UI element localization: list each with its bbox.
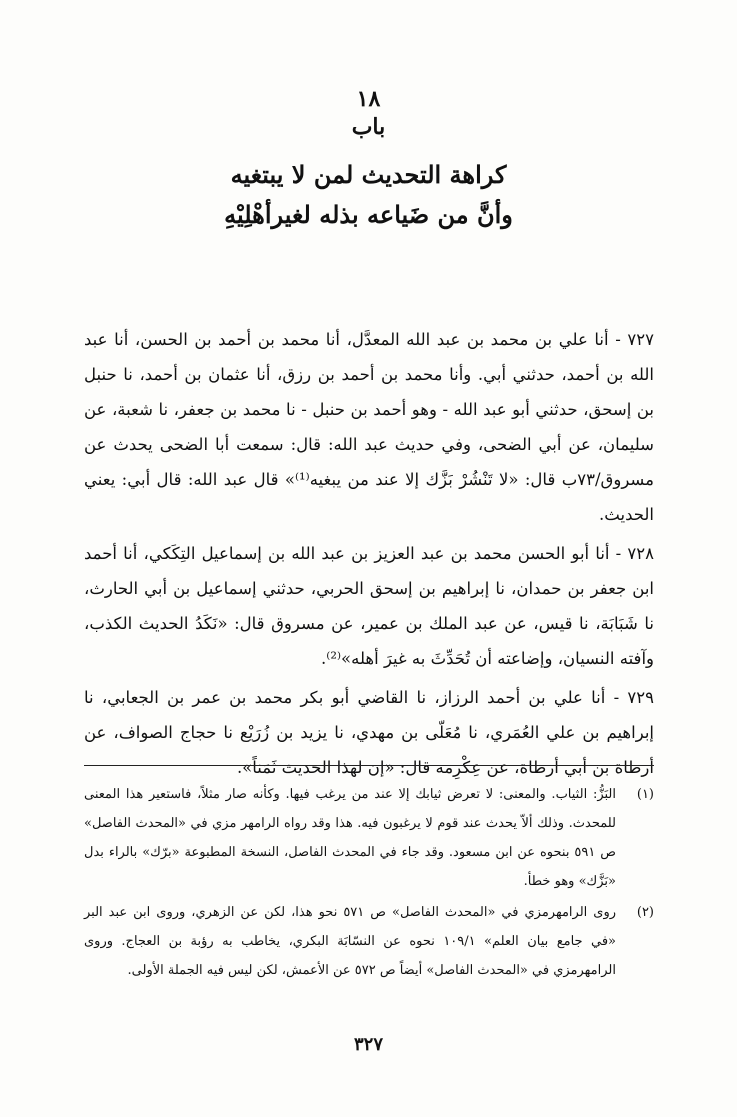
footnote-2: [84, 898, 654, 985]
footnote-marker: (٢): [636, 905, 654, 920]
footnote-text: روى الرامهرمزي في «المحدث الفاصل» ص ٥٧١ نحو هذا، لكن عن الزهري، وروى ابن عبد البر «في جامع بيان العلم» ١٠٩/١ نحوه عن النسّابَة البكري، يخاطب به رؤبة بن العجاج. وروى الرامهرمزي في «المحدث الفاصل» أيضاً ص ٥٧٢ عن الأعمش، لكن ليس فيه الجملة الأولى.: [84, 905, 616, 978]
hadith-paragraph-729: ٧٢٩ - أنا علي بن أحمد الرزاز، نا القاضي أبو بكر محمد بن عمر بن الجعابي، نا إبراهيم بن علي العُمَري، نا مُعَلّى بن مهدي، نا يزيد بن زُرَيْع نا حجاج الصواف، عن أرطاة بن أبي أرطاة، عن عِكْرِمه قال: «إن لهذا الحديث ثَمَناً».: [84, 688, 654, 777]
hadith-paragraph-727: ٧٢٧ - أنا علي بن محمد بن عبد الله المعدَّل، أنا محمد بن أحمد بن الحسن، أنا عبد الله بن أحمد، حدثني أبي. وأنا محمد بن أحمد بن رزق، أنا عثمان بن أحمد، نا حنبل بن إسحق، حدثني أبو عبد الله - وهو أحمد بن حنبل - نا محمد بن جعفر، نا شعبة، عن سليمان، عن أبي الضحى، وفي حديث عبد الله: قال: سمعت أبا الضحى يحدث عن مسروق/٧٣ب قال: «لا تَنْشُرْ بَزَّك إلا عند من يبغيه⁽¹⁾» قال عبد الله: قال أبي: يعني الحديث.: [84, 330, 654, 524]
footnote-marker: (١): [636, 787, 654, 802]
footnote-1: [84, 780, 654, 896]
footnotes: [84, 780, 654, 987]
chapter-label: باب: [351, 114, 386, 140]
page-number: ٣٢٧: [353, 1034, 383, 1055]
hadith-paragraph-728: ٧٢٨ - أنا أبو الحسن محمد بن عبد العزيز بن عبد الله بن إسماعيل التِكَكي، أنا أحمد ابن جعفر بن حمدان، نا إبراهيم بن إسحق الحربي، حدثني إسماعيل بن أبي الحارث، نا شَبَابَة، نا قيس، عن عبد الملك بن عمير، عن مسروق قال: «نَكَدُ الحديث الكذب، وآفته النسيان، وإضاعته أن تُحَدِّثَ به غيرَ أهله»⁽²⁾.: [84, 544, 654, 668]
main-text: [84, 322, 654, 789]
footnote-divider: [84, 765, 654, 766]
footnote-text: البَزُّ: الثياب. والمعنى: لا تعرض ثيابك إلا عند من يرغب فيها. وكأنه صار مثلاً، فاستعير هذا المعنى للمحدث. وذلك ألاّ يحدث عند قوم لا يرغبون فيه. هذا وقد رواه الرامهر مزي في «المحدث الفاصل» ص ٥٩١ بنحوه عن ابن مسعود. وقد جاء في المحدث الفاصل، النسخة المطبوعة «برّك» بالراء بدل «بَزَّك» وهو خطأ.: [84, 787, 617, 889]
chapter-title-line-2: وأنَّ من ضَياعه بذله لغيرأهْلِيْهِ: [224, 200, 513, 229]
chapter-title-line-1: كراهة التحديث لمن لا يبتغيه: [230, 160, 507, 189]
chapter-number: ١٨: [356, 86, 381, 112]
